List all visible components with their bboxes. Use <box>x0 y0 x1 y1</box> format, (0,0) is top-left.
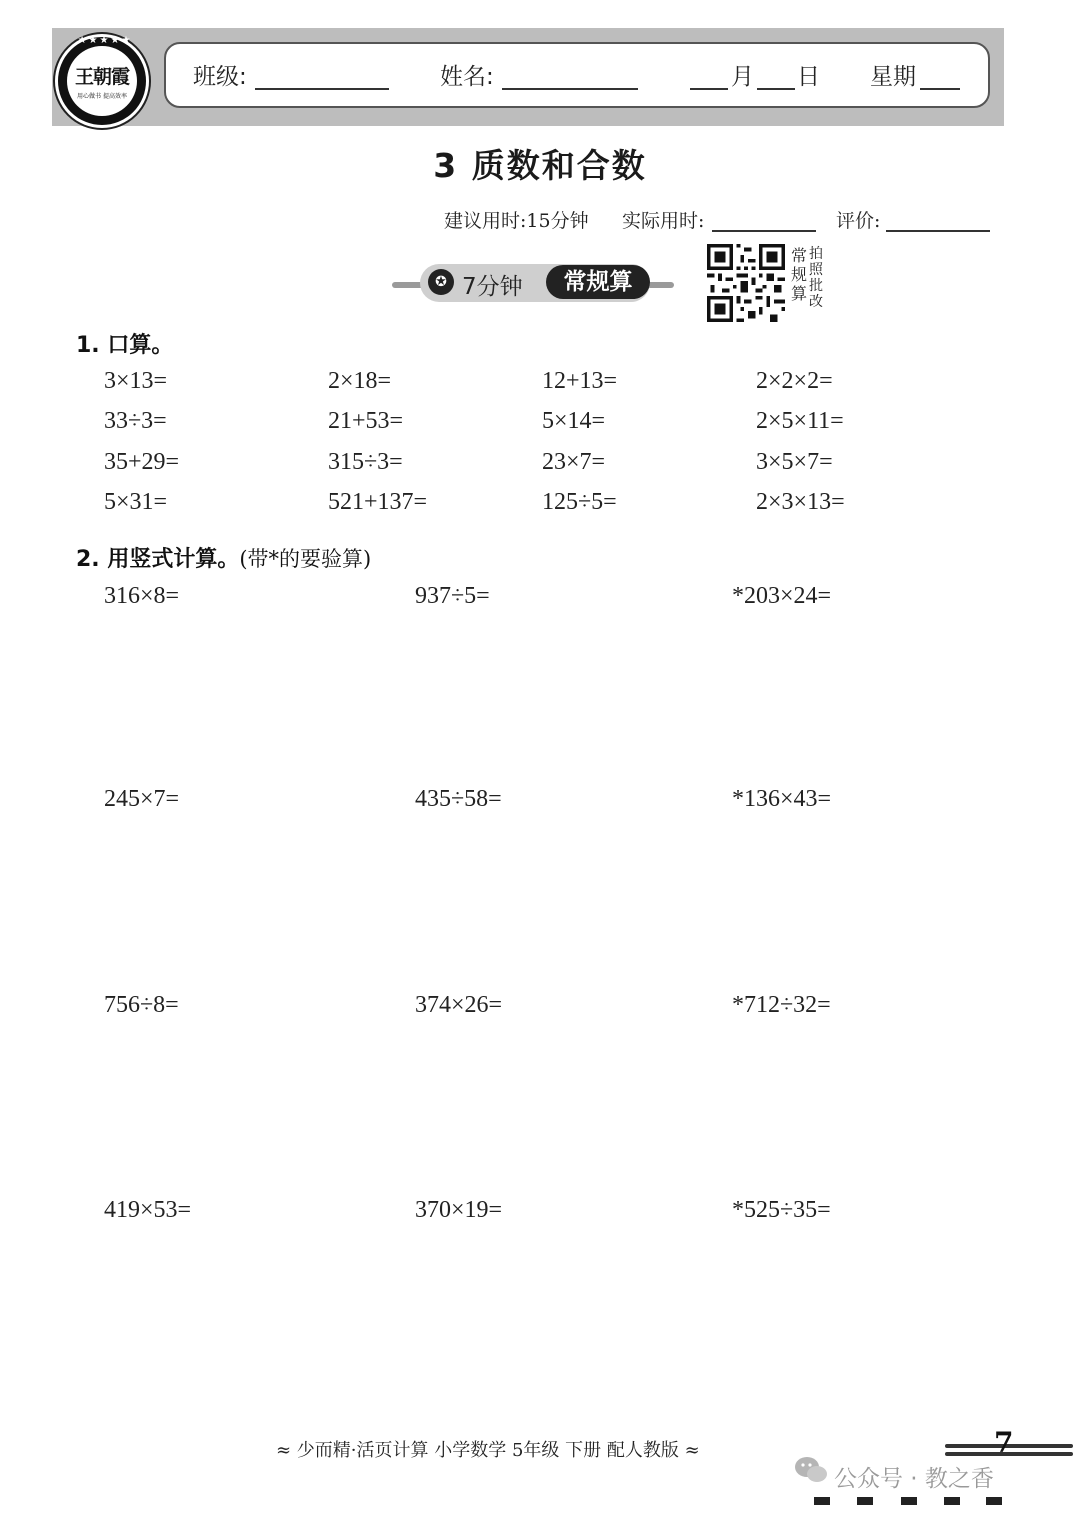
month-field[interactable] <box>690 66 728 90</box>
day-label: 日 <box>797 64 820 90</box>
brand-logo <box>55 34 149 128</box>
actual-time-field[interactable] <box>712 216 816 232</box>
logo-subtitle: 用心做书 提高效率 <box>77 93 127 100</box>
evaluation-field[interactable] <box>886 216 990 232</box>
footer-dash <box>986 1497 1002 1505</box>
footer-dash <box>901 1497 917 1505</box>
q1-heading: 1. 口算。 <box>76 333 174 358</box>
q2-item: 435÷58= <box>415 786 502 812</box>
q2-item: *203×24= <box>732 583 832 609</box>
qr-caption-right: 拍照批改 <box>809 246 823 310</box>
section-tag: 常规算 <box>546 265 650 299</box>
q1-item: 2×3×13= <box>756 489 845 515</box>
q2-item: 419×53= <box>104 1197 192 1223</box>
q2-item: *525÷35= <box>732 1197 831 1223</box>
footer-dash <box>857 1497 873 1505</box>
q1-item: 12+13= <box>542 368 618 394</box>
q2-note: (带*的要验算) <box>239 547 372 571</box>
q1-item: 5×14= <box>542 408 606 434</box>
evaluation-label: 评价: <box>836 210 881 232</box>
q1-item: 2×2×2= <box>756 368 833 394</box>
book-info: ≈ 少而精·活页计算 小学数学 5年级 下册 配人教版 ≈ <box>276 1440 700 1461</box>
q1-item: 35+29= <box>104 449 180 475</box>
page-title: 3 质数和合数 <box>433 146 647 185</box>
suggested-time: 建议用时:15分钟 <box>444 210 589 232</box>
q1-item: 23×7= <box>542 449 606 475</box>
month-label: 月 <box>731 64 754 90</box>
q2-item: 374×26= <box>415 992 503 1018</box>
logo-text: 王朝霞 <box>74 66 129 88</box>
class-label: 班级: <box>193 64 247 90</box>
q1-item: 2×18= <box>328 368 392 394</box>
name-label: 姓名: <box>440 64 494 90</box>
q1-item: 315÷3= <box>328 449 403 475</box>
q2-item: 245×7= <box>104 786 180 812</box>
medal-icon: ✪ <box>428 269 454 295</box>
q1-item: 33÷3= <box>104 408 167 434</box>
qr-code-icon[interactable] <box>707 244 785 322</box>
q2-heading <box>76 542 371 573</box>
footer-dash <box>814 1497 830 1505</box>
qr-caption-left: 常规算 <box>791 246 808 303</box>
q2-item: 316×8= <box>104 583 180 609</box>
page-number: 7 <box>994 1426 1014 1459</box>
day-field[interactable] <box>757 66 795 90</box>
q1-item: 125÷5= <box>542 489 617 515</box>
weekday-label: 星期 <box>870 64 916 90</box>
q1-item: 3×5×7= <box>756 449 833 475</box>
wechat-icon <box>793 1455 829 1485</box>
q1-item: 2×5×11= <box>756 408 844 434</box>
q1-item: 3×13= <box>104 368 168 394</box>
watermark: 公众号 · 教之香 <box>834 1466 994 1492</box>
q1-item: 521+137= <box>328 489 428 515</box>
q2-item: 756÷8= <box>104 992 179 1018</box>
footer-dash <box>944 1497 960 1505</box>
weekday-field[interactable] <box>920 66 960 90</box>
q2-heading-text: 2. 用竖式计算。 <box>76 547 240 572</box>
q2-item: 937÷5= <box>415 583 490 609</box>
q2-item: *136×43= <box>732 786 832 812</box>
q1-item: 21+53= <box>328 408 404 434</box>
name-field[interactable] <box>502 66 638 90</box>
q2-item: *712÷32= <box>732 992 831 1018</box>
star-icon: ★★★★★ <box>77 35 133 46</box>
class-field[interactable] <box>255 66 389 90</box>
section-time: 7分钟 <box>462 274 523 300</box>
actual-time-label: 实际用时: <box>622 210 705 232</box>
q1-item: 5×31= <box>104 489 168 515</box>
q2-item: 370×19= <box>415 1197 503 1223</box>
